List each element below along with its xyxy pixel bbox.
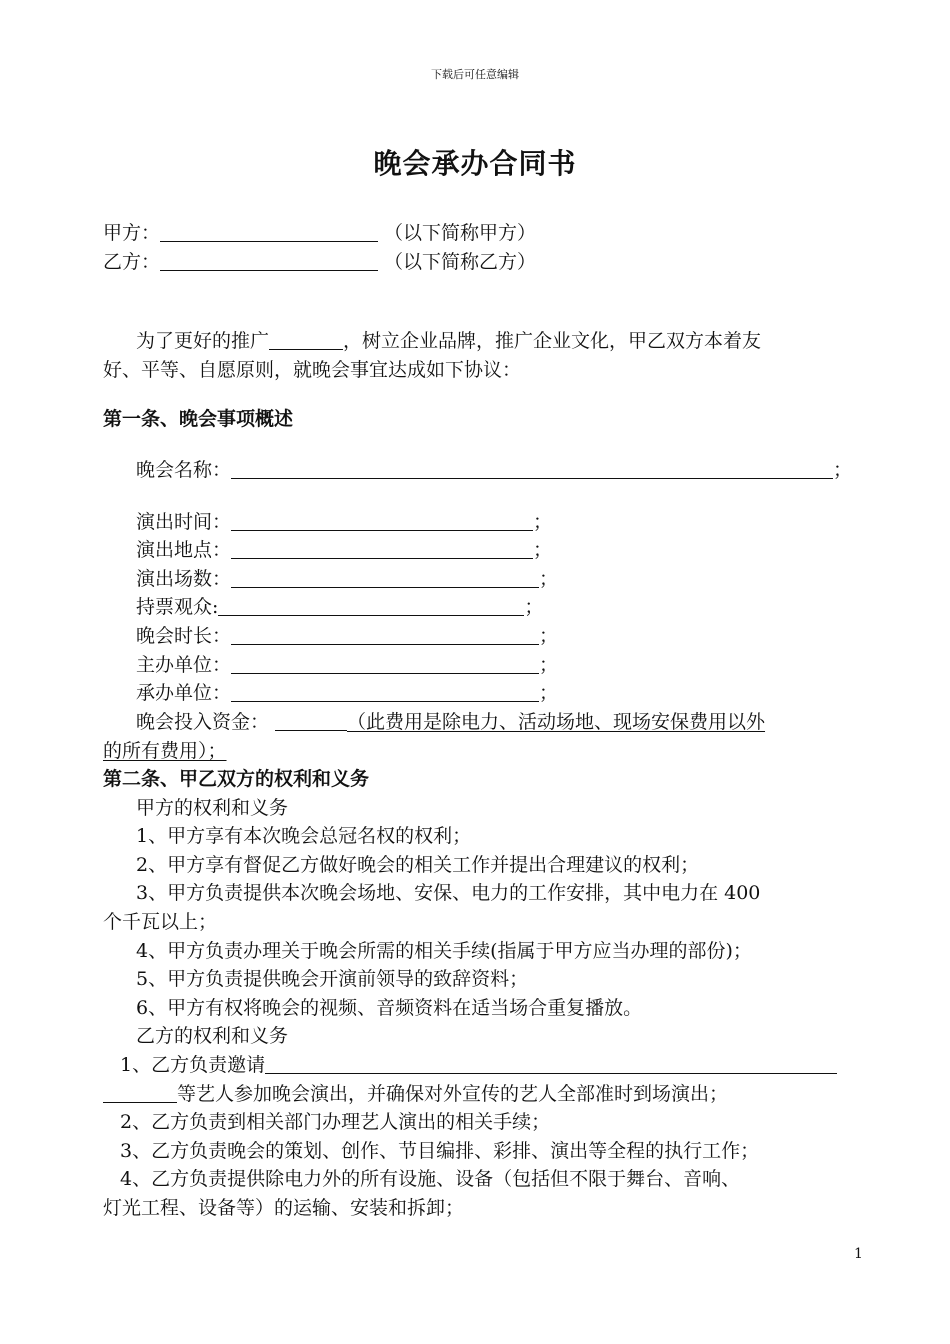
- host-label: 主办单位：: [136, 654, 232, 676]
- audience-row: [136, 593, 543, 621]
- party-b-line: [103, 248, 536, 276]
- duration-blank[interactable]: [231, 624, 539, 645]
- organizer-label: 承办单位：: [136, 682, 232, 704]
- clause-b1-rest: 等艺人参加晚会演出，并确保对外宣传的艺人全部准时到场演出；: [177, 1083, 729, 1105]
- clause-b4: 4、乙方负责提供除电力外的所有设施、设备（包括但不限于舞台、音响、: [120, 1168, 741, 1190]
- clause-a3-cont: 个千瓦以上；: [103, 911, 218, 933]
- clause-b1: [120, 1051, 837, 1079]
- clause-b4-cont: 灯光工程、设备等）的运输、安装和拆卸；: [103, 1197, 465, 1219]
- duration-row: [136, 622, 558, 650]
- artists-blank-cont[interactable]: [103, 1082, 177, 1103]
- funding-row: [136, 708, 765, 736]
- clause-a4: 4、甲方负责办理关于晚会所需的相关手续(指属于甲方应当办理的部份)；: [136, 940, 752, 962]
- audience-label: 持票观众:: [136, 596, 219, 618]
- page-header: 下载后可任意编辑: [431, 68, 519, 81]
- event-name-row: [136, 456, 852, 484]
- show-time-row: [136, 508, 552, 536]
- semicolon: ；: [533, 511, 553, 533]
- clause-b1-cont: [103, 1080, 728, 1108]
- party-b-name-blank[interactable]: [160, 250, 378, 271]
- host-row: [136, 651, 558, 679]
- semicolon: ；: [533, 539, 553, 561]
- intro-line-2: 好、平等、自愿原则，就晚会事宜达成如下协议：: [103, 359, 522, 381]
- show-count-label: 演出场数：: [136, 568, 232, 590]
- semicolon: ；: [539, 625, 559, 647]
- clause-a2: 2、甲方享有督促乙方做好晚会的相关工作并提出合理建议的权利；: [136, 854, 700, 876]
- artists-blank[interactable]: [265, 1053, 837, 1074]
- event-name-blank[interactable]: [231, 458, 833, 479]
- intro-line-1: [136, 327, 761, 355]
- semicolon: ；: [539, 654, 559, 676]
- document-title: 晚会承办合同书: [373, 147, 577, 180]
- party-a-name-blank[interactable]: [160, 221, 378, 242]
- party-a-duties-title: 甲方的权利和义务: [136, 797, 289, 819]
- semicolon: ；: [524, 596, 544, 618]
- show-time-blank[interactable]: [231, 510, 533, 531]
- intro-part1: 为了更好的推广: [136, 330, 270, 352]
- party-b-suffix: （以下简称乙方）: [384, 251, 537, 273]
- venue-blank[interactable]: [231, 538, 533, 559]
- party-a-suffix: （以下简称甲方）: [384, 222, 537, 244]
- funding-label: 晚会投入资金：: [136, 711, 270, 733]
- party-b-duties-title: 乙方的权利和义务: [136, 1025, 289, 1047]
- party-a-line: [103, 219, 536, 247]
- clause-a6: 6、甲方有权将晚会的视频、音频资料在适当场合重复播放。: [136, 997, 643, 1019]
- promotion-subject-blank[interactable]: [269, 329, 343, 350]
- duration-label: 晚会时长：: [136, 625, 232, 647]
- show-time-label: 演出时间：: [136, 511, 232, 533]
- venue-row: [136, 536, 552, 564]
- semicolon: ；: [539, 682, 559, 704]
- section2-heading: 第二条、甲乙双方的权利和义务: [103, 768, 370, 790]
- funding-note: （此费用是除电力、活动场地、现场安保费用以外: [347, 711, 766, 733]
- clause-a1: 1、甲方享有本次晚会总冠名权的权利；: [136, 825, 472, 847]
- clause-b2: 2、乙方负责到相关部门办理艺人演出的相关手续；: [120, 1111, 551, 1133]
- funding-note-end: 的所有费用）；: [103, 740, 227, 762]
- event-name-label: 晚会名称：: [136, 459, 232, 481]
- organizer-row: [136, 679, 558, 707]
- semicolon: ；: [833, 459, 853, 481]
- host-blank[interactable]: [231, 653, 539, 674]
- semicolon: ；: [539, 568, 559, 590]
- organizer-blank[interactable]: [231, 681, 539, 702]
- audience-blank[interactable]: [218, 595, 524, 616]
- page-number: 1: [854, 1246, 863, 1262]
- show-count-blank[interactable]: [231, 567, 539, 588]
- clause-a3: 3、甲方负责提供本次晚会场地、安保、电力的工作安排，其中电力在 400: [136, 882, 761, 904]
- party-a-label: 甲方：: [103, 222, 161, 244]
- funding-note-cont: [103, 737, 227, 765]
- venue-label: 演出地点：: [136, 539, 232, 561]
- clause-b3: 3、乙方负责晚会的策划、创作、节目编排、彩排、演出等全程的执行工作；: [120, 1140, 760, 1162]
- section1-heading: 第一条、晚会事项概述: [103, 408, 294, 430]
- clause-b1-text: 1、乙方负责邀请: [120, 1054, 266, 1076]
- funding-amount-blank[interactable]: [275, 710, 347, 731]
- party-b-label: 乙方：: [103, 251, 161, 273]
- intro-part2: ，树立企业品牌，推广企业文化，甲乙双方本着友: [343, 330, 762, 352]
- clause-a5: 5、甲方负责提供晚会开演前领导的致辞资料；: [136, 968, 529, 990]
- show-count-row: [136, 565, 558, 593]
